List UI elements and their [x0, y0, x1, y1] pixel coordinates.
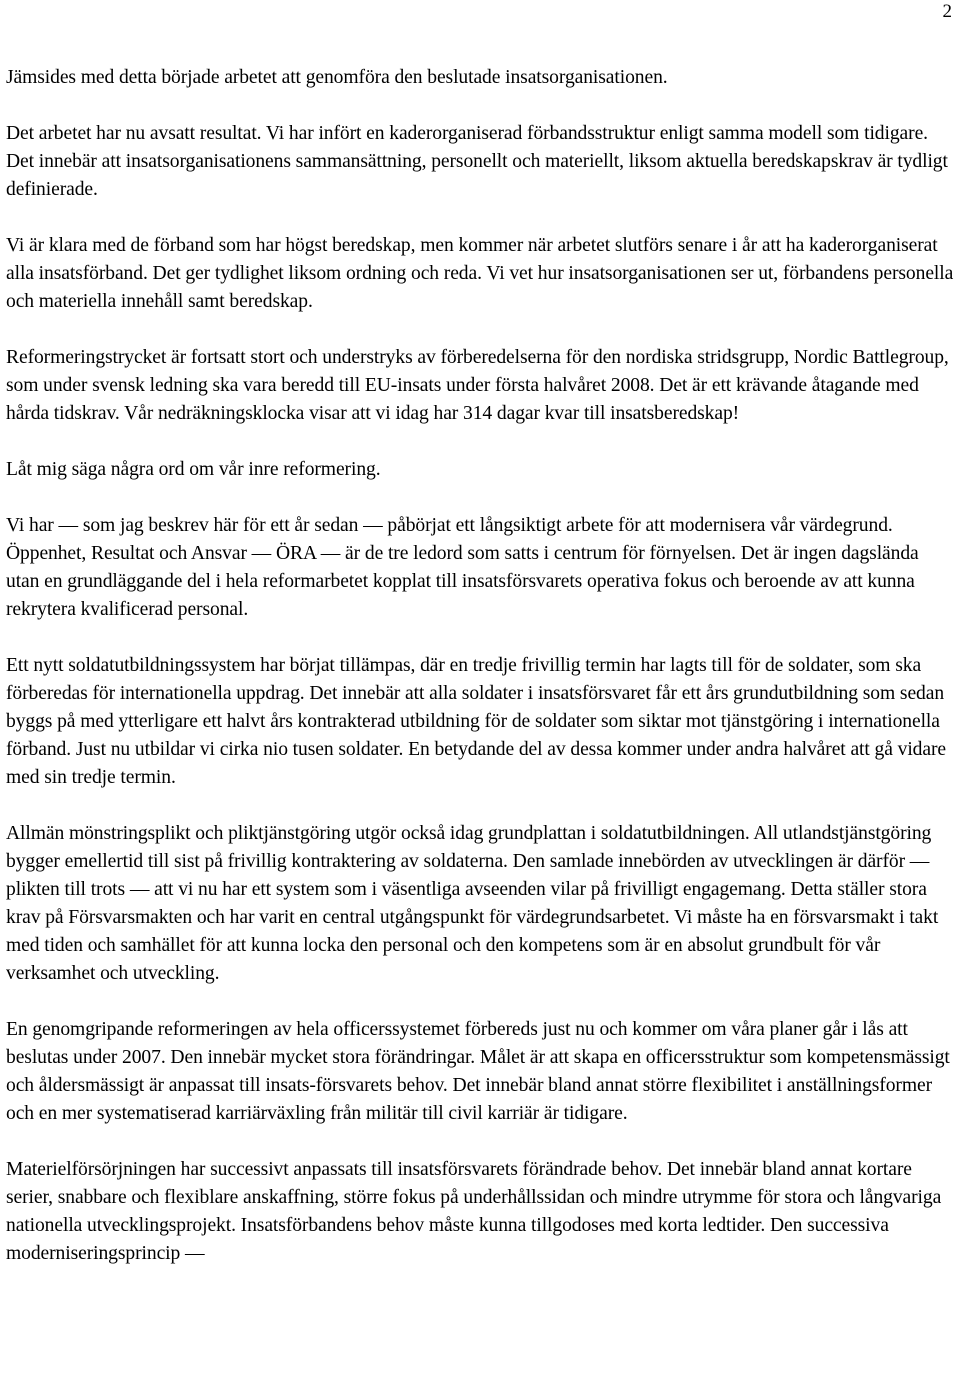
paragraph-6: Vi har — som jag beskrev här för ett år sedan — påbörjat ett långsiktigt arbete för att modernisera vår värdegrund. Öppenhet, Resultat och Ansvar — ÖRA — är de tre ledord som satts i centrum för förnyelsen. Det är ingen dagslända utan en grundläggande del i hela reformarbetet kopplat till insatsförsvarets operativa fokus och beroende av att kunna rekrytera kvalificerad personal. — [6, 515, 919, 620]
paragraph-5: Låt mig säga några ord om vår inre reformering. — [6, 459, 381, 480]
paragraph-9: En genomgripande reformeringen av hela officerssystemet förbereds just nu och kommer om våra planer går i lås att beslutas under 2007. Den innebär mycket stora förändringar. Målet är att skapa en officersstruktur som kompetensmässigt och åldersmässigt är anpassat till insats-försvarets behov. Det innebär bland annat större flexibilitet i anställningsformer och en mer systematiserad karriärväxling från militär till civil karriär är tidigare. — [6, 1019, 950, 1124]
paragraph-3: Vi är klara med de förband som har högst beredskap, men kommer när arbetet slutförs senare i år att ha kaderorganiserat alla insatsförband. Det ger tydlighet liksom ordning och reda. Vi vet hur insatsorganisationen ser ut, förbandens personella och materiella innehåll samt beredskap. — [6, 235, 954, 312]
paragraph-8: Allmän mönstringsplikt och pliktjänstgöring utgör också idag grundplattan i soldatutbildningen. All utlandstjänstgöring bygger emellertid till sist på frivillig kontraktering av soldaterna. Den samlade innebörden av utvecklingen är därför — plikten till trots — att vi nu har ett system som i väsentliga avseenden vilar på frivilligt engagemang. Detta ställer stora krav på Försvarsmakten och har varit en central utgångspunkt för värdegrundsarbetet. Vi måste ha en försvarsmakt i takt med tiden och samhället för att kunna locka den personal och den kompetens som är en absolut grundbult för vår verksamhet och utveckling. — [6, 823, 939, 984]
paragraph-4: Reformeringstrycket är fortsatt stort och understryks av förberedelserna för den nordiska stridsgrupp, Nordic Battlegroup, som under svensk ledning ska vara beredd till EU-insats under första halvåret 2008. Det är ett krävande åtagande med hårda tidskrav. Vår nedräkningsklocka visar att vi idag har 314 dagar kvar till insatsberedskap! — [6, 347, 949, 424]
page-number: 2 — [942, 1, 952, 22]
paragraph-1: Jämsides med detta började arbetet att genomföra den beslutade insatsorganisationen. — [6, 67, 668, 88]
paragraph-10: Materielförsörjningen har successivt anpassats till insatsförsvarets förändrade behov. Det innebär bland annat kortare serier, snabbare och flexiblare anskaffning, större fokus på underhållssidan och mindre utrymme för stora och långvariga nationella utvecklingsprojekt. Insatsförbandens behov måste kunna tillgodoses med korta ledtider. Den successiva moderniseringsprincip — — [6, 1159, 942, 1264]
paragraph-7: Ett nytt soldatutbildningssystem har börjat tillämpas, där en tredje frivillig termin har lagts till för de soldater, som ska förberedas för internationella uppdrag. Det innebär att alla soldater i insatsförsvaret får ett års grundutbildning som sedan byggs på med ytterligare ett halvt års kontrakterad utbildning för de soldater som siktar mot tjänstgöring i internationella förband. Just nu utbildar vi cirka nio tusen soldater. En betydande del av dessa kommer under andra halvåret att gå vidare med sin tredje termin. — [6, 655, 946, 788]
document-body — [6, 64, 956, 1296]
paragraph-2: Det arbetet har nu avsatt resultat. Vi har infört en kaderorganiserad förbandsstruktur enligt samma modell som tidigare. Det innebär att insatsorganisationens sammansättning, personellt och materiellt, liksom aktuella beredskapskrav är tydligt definierade. — [6, 123, 948, 200]
